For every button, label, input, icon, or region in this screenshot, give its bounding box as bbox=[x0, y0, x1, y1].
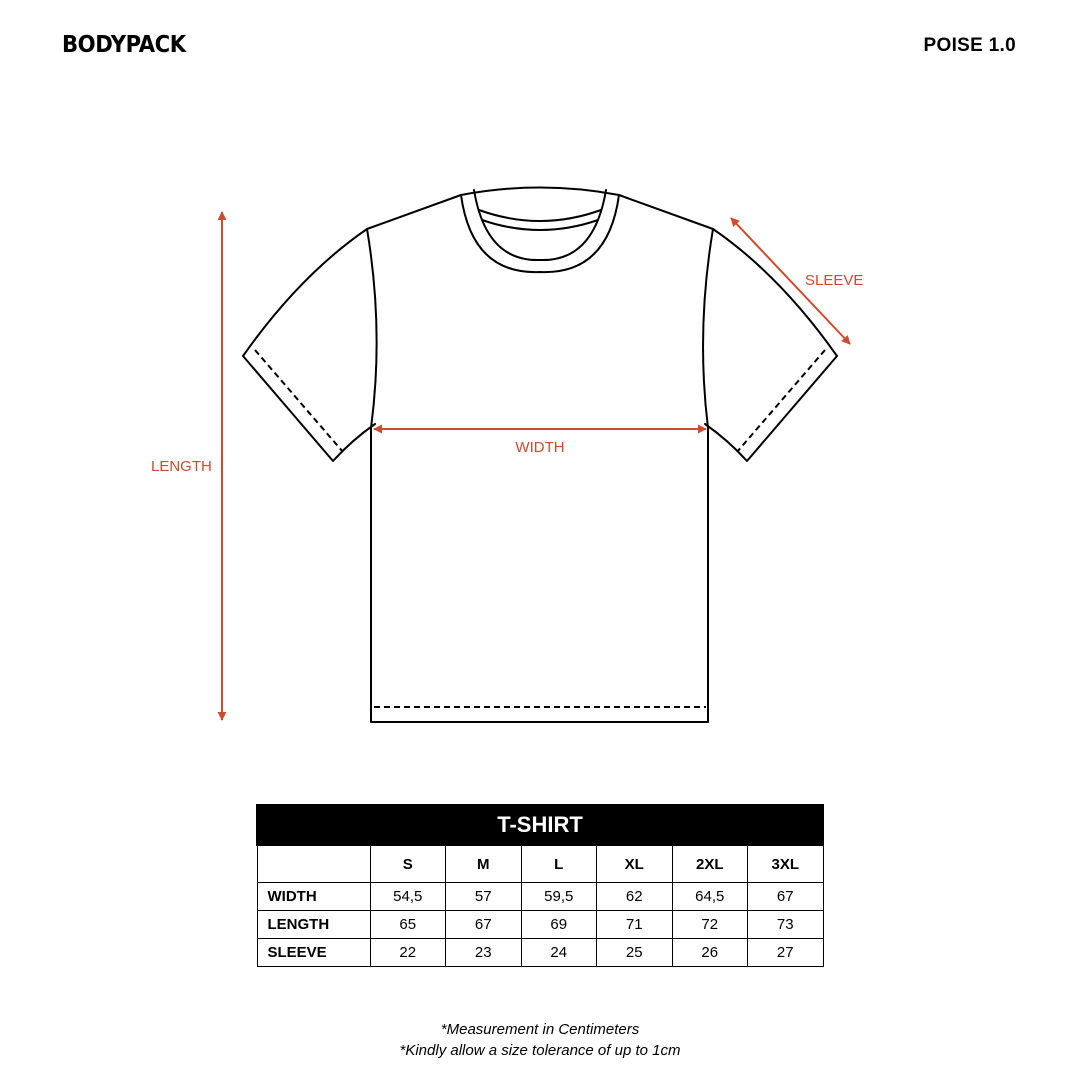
table-row bbox=[257, 939, 823, 967]
row-label: LENGTH bbox=[257, 911, 370, 939]
size-header: 2XL bbox=[672, 845, 748, 883]
size-header: M bbox=[446, 845, 522, 883]
table-cell: 27 bbox=[748, 939, 824, 967]
table-cell: 73 bbox=[748, 911, 824, 939]
size-header: 3XL bbox=[748, 845, 824, 883]
table-cell: 67 bbox=[446, 911, 522, 939]
table-cell: 62 bbox=[597, 883, 673, 911]
table-cell: 72 bbox=[672, 911, 748, 939]
table-cell: 65 bbox=[370, 911, 446, 939]
table-cell: 64,5 bbox=[672, 883, 748, 911]
size-header: XL bbox=[597, 845, 673, 883]
size-header: L bbox=[521, 845, 597, 883]
size-header-row bbox=[257, 845, 823, 883]
table-cell: 22 bbox=[370, 939, 446, 967]
table-cell: 71 bbox=[597, 911, 673, 939]
left-sleeve bbox=[243, 229, 375, 461]
measurement-note: *Measurement in Centimeters bbox=[440, 1021, 640, 1038]
table-row bbox=[257, 883, 823, 911]
right-sleeve bbox=[705, 229, 837, 461]
row-label: SLEEVE bbox=[257, 939, 370, 967]
table-cell: 26 bbox=[672, 939, 748, 967]
brand-logo: BODYPACK bbox=[62, 32, 186, 58]
size-header: S bbox=[370, 845, 446, 883]
table-cell: 69 bbox=[521, 911, 597, 939]
table-cell: 23 bbox=[446, 939, 522, 967]
model-name: POISE 1.0 bbox=[923, 35, 1016, 56]
table-cell: 25 bbox=[597, 939, 673, 967]
table-cell: 57 bbox=[446, 883, 522, 911]
table-row bbox=[257, 911, 823, 939]
left-sleeve-hem-stitch bbox=[255, 350, 343, 452]
sleeve-label: SLEEVE bbox=[805, 272, 864, 289]
width-label: WIDTH bbox=[515, 439, 565, 456]
tolerance-note: *Kindly allow a size tolerance of up to 1cm bbox=[399, 1042, 681, 1059]
right-sleeve-hem-stitch bbox=[737, 350, 825, 452]
table-cell: 67 bbox=[748, 883, 824, 911]
length-label: LENGTH bbox=[151, 458, 212, 475]
table-title: T-SHIRT bbox=[257, 805, 823, 845]
stitch-lines bbox=[255, 350, 825, 707]
corner-cell bbox=[257, 845, 370, 883]
row-label: WIDTH bbox=[257, 883, 370, 911]
table-cell: 24 bbox=[521, 939, 597, 967]
size-chart-table bbox=[256, 804, 824, 967]
back-neckline bbox=[479, 210, 601, 221]
measurement-arrows bbox=[222, 212, 850, 720]
collar-inner bbox=[474, 190, 606, 260]
table-cell: 54,5 bbox=[370, 883, 446, 911]
table-cell: 59,5 bbox=[521, 883, 597, 911]
